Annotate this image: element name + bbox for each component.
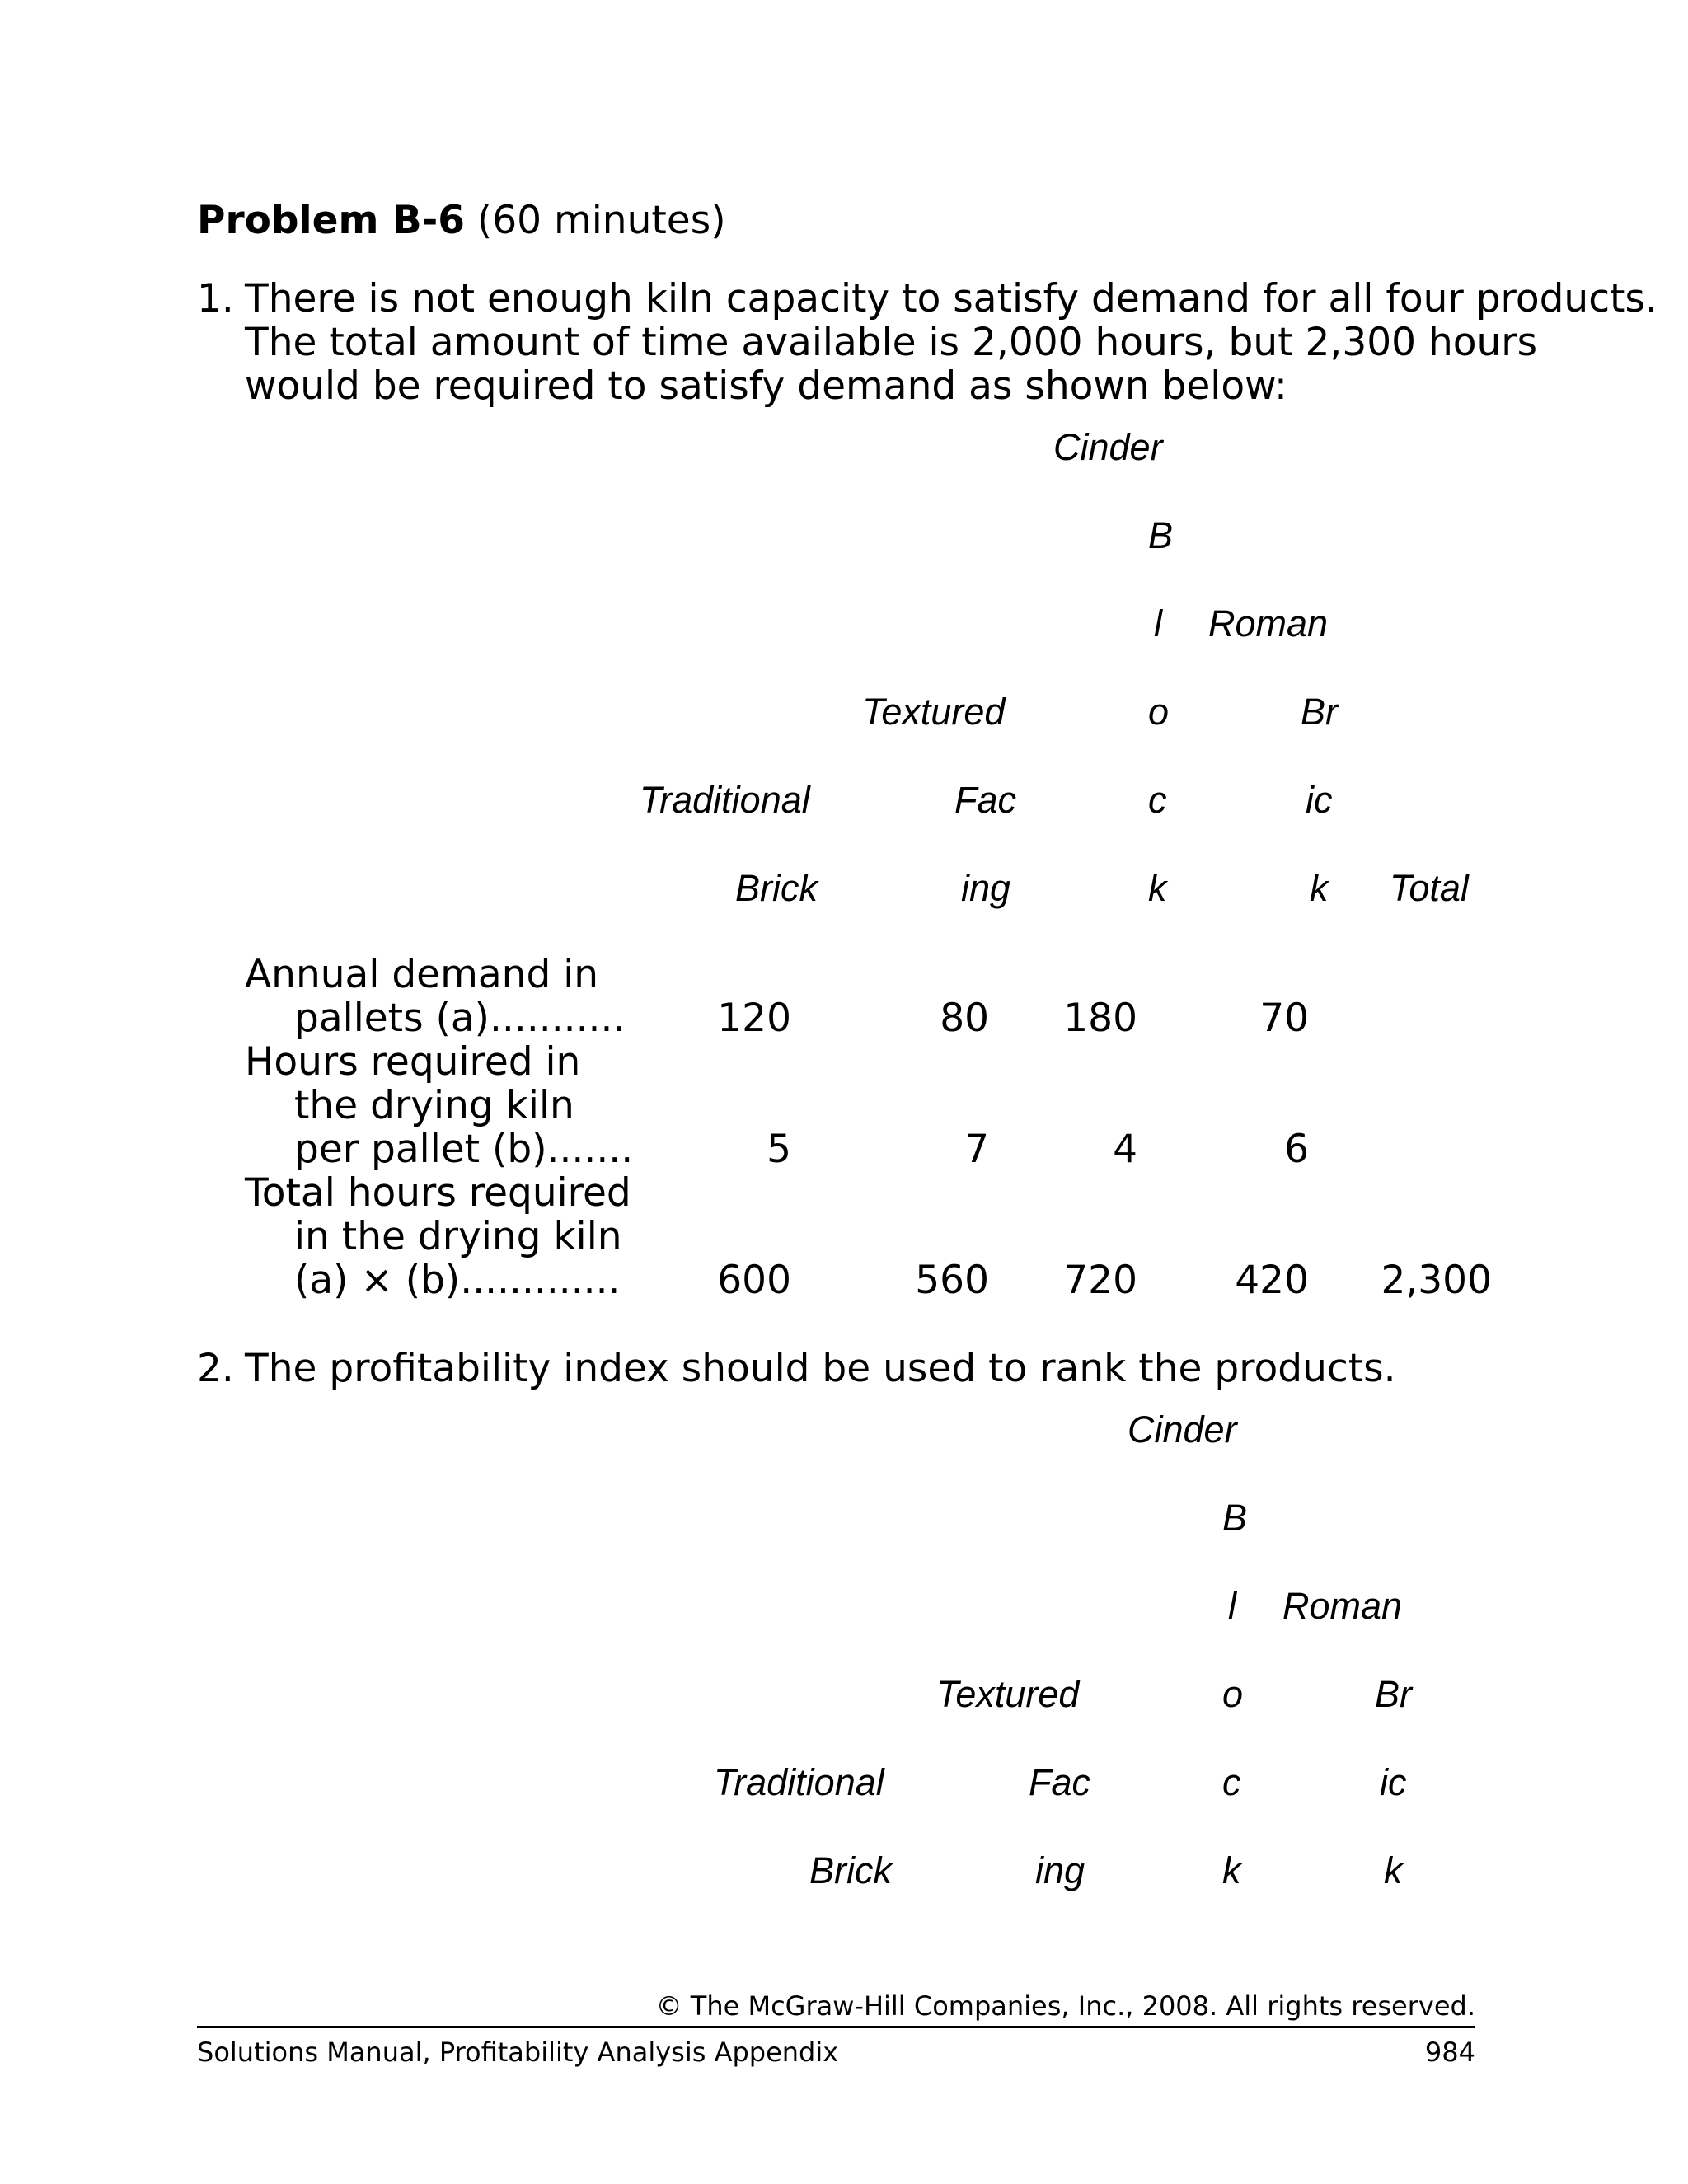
q1-number: 1. <box>197 276 234 321</box>
t1-row3-total: 2,300 <box>1381 1258 1492 1303</box>
t2-hdr-textured-3: ing <box>1035 1849 1085 1891</box>
t1-row1-label-1: Annual demand in <box>245 952 599 997</box>
t1-row1-traditional: 120 <box>717 996 791 1041</box>
t1-row3-label-3: (a) × (b)............. <box>294 1258 621 1303</box>
t1-row2-label-2: the drying kiln <box>294 1083 574 1128</box>
t1-row1-cinder: 180 <box>1063 996 1137 1041</box>
t1-row2-cinder: 4 <box>1113 1127 1137 1172</box>
t2-hdr-cinder-6: k <box>1222 1849 1241 1891</box>
q1-line-1: There is not enough kiln capacity to satisfy demand for all four products. <box>245 276 1658 321</box>
t2-hdr-cinder-2: B <box>1222 1497 1248 1539</box>
t1-hdr-total: Total <box>1390 867 1469 909</box>
q2-number: 2. <box>197 1346 234 1391</box>
footer-page-number: 984 <box>1424 2036 1475 2068</box>
q2-text: The profitability index should be used to rank the products. <box>245 1346 1396 1391</box>
t1-row1-label-2: pallets (a)........... <box>294 996 626 1041</box>
problem-title <box>197 198 726 243</box>
t1-row2-textured: 7 <box>964 1127 989 1172</box>
q1-line-3: would be required to satisfy demand as shown below: <box>245 363 1287 409</box>
t1-row2-traditional: 5 <box>767 1127 791 1172</box>
t1-row1-textured: 80 <box>940 996 989 1041</box>
t1-hdr-traditional-1: Traditional <box>640 779 810 821</box>
t1-hdr-roman-2: Br <box>1301 691 1338 733</box>
t1-hdr-textured-2: Fac <box>954 779 1017 821</box>
footer-rule <box>197 2026 1475 2028</box>
q1-line-2: The total amount of time available is 2,000 hours, but 2,300 hours <box>245 320 1538 365</box>
footer-left: Solutions Manual, Profitability Analysis Appendix <box>197 2036 839 2068</box>
t1-row3-textured: 560 <box>915 1258 989 1303</box>
t1-hdr-cinder-1: Cinder <box>1053 426 1163 468</box>
t2-hdr-roman-3: ic <box>1380 1761 1407 1803</box>
t2-hdr-cinder-5: c <box>1222 1761 1241 1803</box>
t2-hdr-roman-4: k <box>1384 1849 1403 1891</box>
t2-hdr-cinder-1: Cinder <box>1128 1408 1237 1451</box>
t1-row3-traditional: 600 <box>717 1258 791 1303</box>
t1-row2-roman: 6 <box>1284 1127 1309 1172</box>
t1-hdr-roman-1: Roman <box>1208 602 1329 644</box>
t1-hdr-traditional-2: Brick <box>735 867 818 909</box>
t1-hdr-cinder-2: B <box>1148 514 1174 556</box>
t1-hdr-textured-3: ing <box>961 867 1011 909</box>
t1-hdr-cinder-6: k <box>1148 867 1167 909</box>
t2-hdr-traditional-2: Brick <box>809 1849 892 1891</box>
t1-hdr-cinder-5: c <box>1148 779 1167 821</box>
t2-hdr-textured-2: Fac <box>1029 1761 1091 1803</box>
t1-row3-label-1: Total hours required <box>245 1170 631 1216</box>
t2-hdr-roman-1: Roman <box>1282 1585 1403 1627</box>
t1-hdr-cinder-4: o <box>1148 691 1170 733</box>
t1-row1-roman: 70 <box>1259 996 1309 1041</box>
footer-copyright: © The McGraw-Hill Companies, Inc., 2008. All rights reserved. <box>655 1990 1475 2022</box>
t2-hdr-textured-1: Textured <box>936 1673 1080 1715</box>
t2-hdr-cinder-4: o <box>1222 1673 1244 1715</box>
t1-hdr-roman-3: ic <box>1306 779 1333 821</box>
t1-row3-roman: 420 <box>1235 1258 1309 1303</box>
t1-hdr-roman-4: k <box>1310 867 1329 909</box>
t2-hdr-traditional-1: Traditional <box>714 1761 884 1803</box>
t1-hdr-textured-1: Textured <box>862 691 1006 733</box>
t1-row2-label-3: per pallet (b)....... <box>294 1127 634 1172</box>
t2-hdr-roman-2: Br <box>1375 1673 1412 1715</box>
problem-title-bold: Problem B-6 <box>197 198 465 243</box>
problem-title-time: (60 minutes) <box>464 198 726 243</box>
t1-row3-cinder: 720 <box>1063 1258 1137 1303</box>
t1-row3-label-2: in the drying kiln <box>294 1214 622 1259</box>
t2-hdr-cinder-3: l <box>1228 1585 1236 1627</box>
t1-row2-label-1: Hours required in <box>245 1039 581 1085</box>
t1-hdr-cinder-3: l <box>1154 602 1162 644</box>
